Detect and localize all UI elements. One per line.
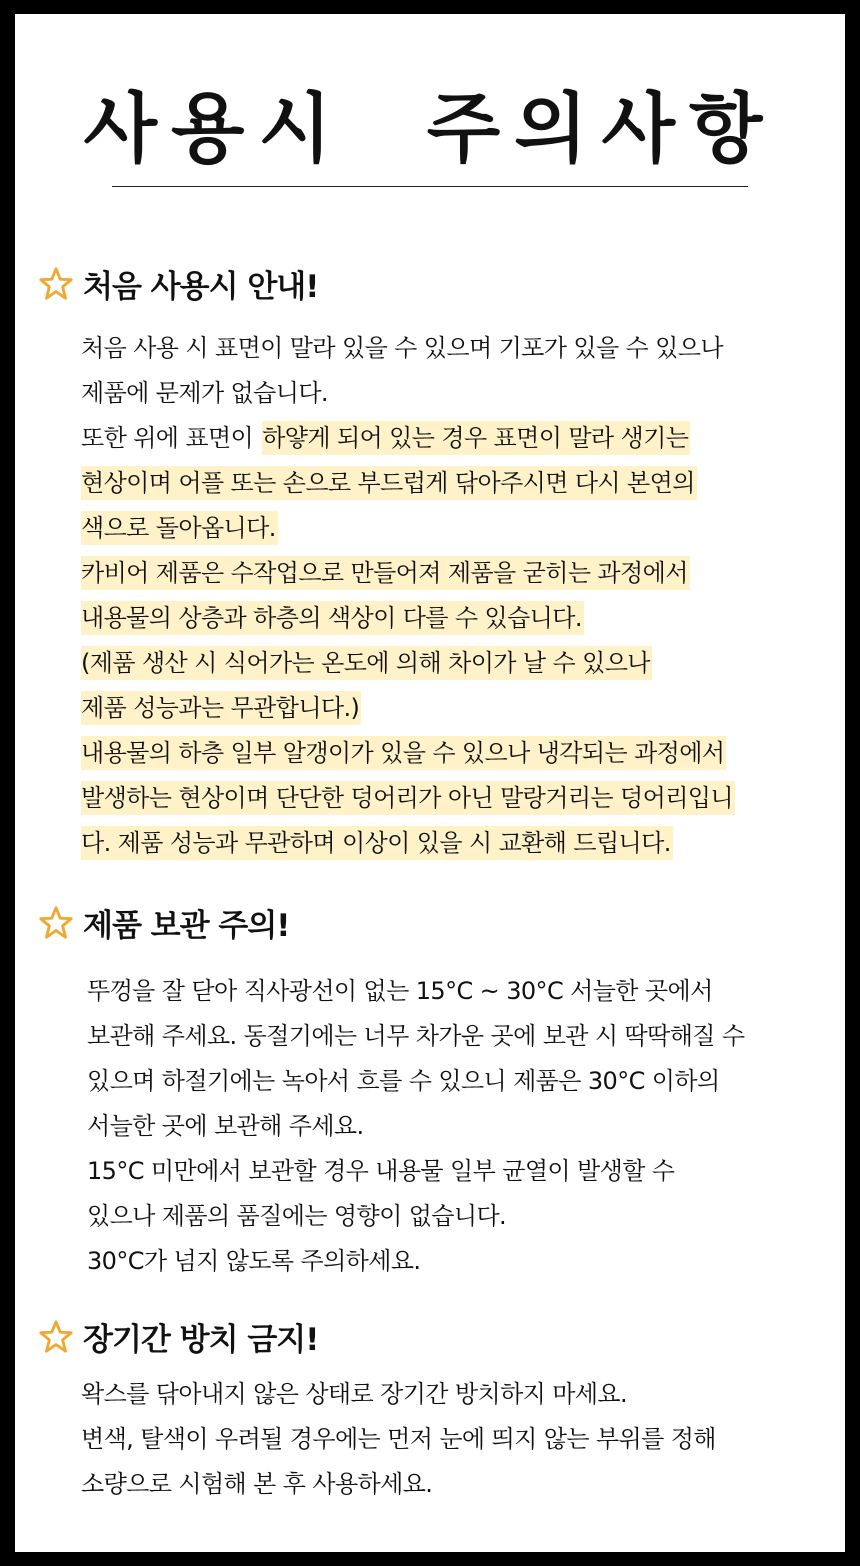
text-line: 또한 위에 표면이 하얗게 되어 있는 경우 표면이 말라 생기는 — [81, 416, 735, 461]
text-line — [81, 506, 735, 551]
text-line: 있으며 하절기에는 녹아서 흐를 수 있으니 제품은 30°C 이하의 — [87, 1067, 720, 1095]
highlighted-text: 하얗게 되어 있는 경우 표면이 말라 생기는 — [262, 421, 690, 455]
text-line — [81, 686, 735, 731]
text-line: 처음 사용 시 표면이 말라 있을 수 있으며 기포가 있을 수 있으나 — [81, 334, 723, 362]
notice-card — [15, 14, 845, 1552]
text-line: 30°C가 넘지 않도록 주의하세요. — [87, 1247, 421, 1275]
star-icon — [37, 1318, 75, 1356]
section-heading-first-use — [37, 261, 318, 306]
section-heading-text: 처음 사용시 안내! — [83, 269, 319, 305]
star-icon — [37, 265, 75, 303]
highlighted-text: 카비어 제품은 수작업으로 만들어져 제품을 굳히는 과정에서 — [81, 556, 690, 590]
section-heading-text: 제품 보관 주의! — [83, 908, 290, 944]
text-line: 제품에 문제가 없습니다. — [81, 379, 328, 407]
section-body-long-term — [81, 1372, 718, 1507]
text-line: 뚜껑을 잘 닫아 직사광선이 없는 15°C ~ 30°C 서늘한 곳에서 — [87, 977, 713, 1005]
text-line: 서늘한 곳에 보관해 주세요. — [87, 1112, 364, 1140]
highlighted-text: 제품 성능과는 무관합니다.) — [81, 691, 361, 725]
text-line: 왁스를 닦아내지 않은 상태로 장기간 방치하지 마세요. — [81, 1380, 628, 1408]
page-title: 사용시 주의사항 — [83, 84, 777, 173]
highlighted-text: 현상이며 어플 또는 손으로 부드럽게 닦아주시면 다시 본연의 — [81, 466, 697, 500]
text-line: 있으나 제품의 품질에는 영향이 없습니다. — [87, 1202, 507, 1230]
section-body-first-use — [81, 326, 735, 866]
text-line: 보관해 주세요. 동절기에는 너무 차가운 곳에 보관 시 딱딱해질 수 — [87, 1022, 745, 1050]
title-divider — [112, 186, 748, 187]
section-heading-text: 장기간 방치 금지! — [83, 1322, 319, 1358]
text-line: 15°C 미만에서 보관할 경우 내용물 일부 균열이 발생할 수 — [87, 1157, 675, 1185]
text-line: 소량으로 시험해 본 후 사용하세요. — [81, 1470, 433, 1498]
text-line — [81, 461, 735, 506]
star-icon — [37, 904, 75, 942]
highlighted-text: 발생하는 현상이며 단단한 덩어리가 아닌 말랑거리는 덩어리입니 — [81, 781, 735, 815]
highlighted-text: 다. 제품 성능과 무관하며 이상이 있을 시 교환해 드립니다. — [81, 826, 673, 860]
text-line — [81, 776, 735, 821]
text-line — [81, 821, 735, 866]
section-heading-storage — [37, 900, 289, 945]
highlighted-text: (제품 생산 시 식어가는 온도에 의해 차이가 날 수 있으나 — [81, 646, 652, 680]
text-line — [81, 551, 735, 596]
text-line: 변색, 탈색이 우려될 경우에는 먼저 눈에 띄지 않는 부위를 정해 — [81, 1425, 716, 1453]
section-heading-long-term — [37, 1314, 318, 1359]
highlighted-text: 내용물의 하층 일부 알갱이가 있을 수 있으나 냉각되는 과정에서 — [81, 736, 726, 770]
text-line — [81, 731, 735, 776]
highlighted-text: 내용물의 상층과 하층의 색상이 다를 수 있습니다. — [81, 601, 584, 635]
text-line — [81, 596, 735, 641]
section-body-storage — [87, 969, 746, 1284]
text-line — [81, 641, 735, 686]
highlighted-text: 색으로 돌아옵니다. — [81, 511, 278, 545]
